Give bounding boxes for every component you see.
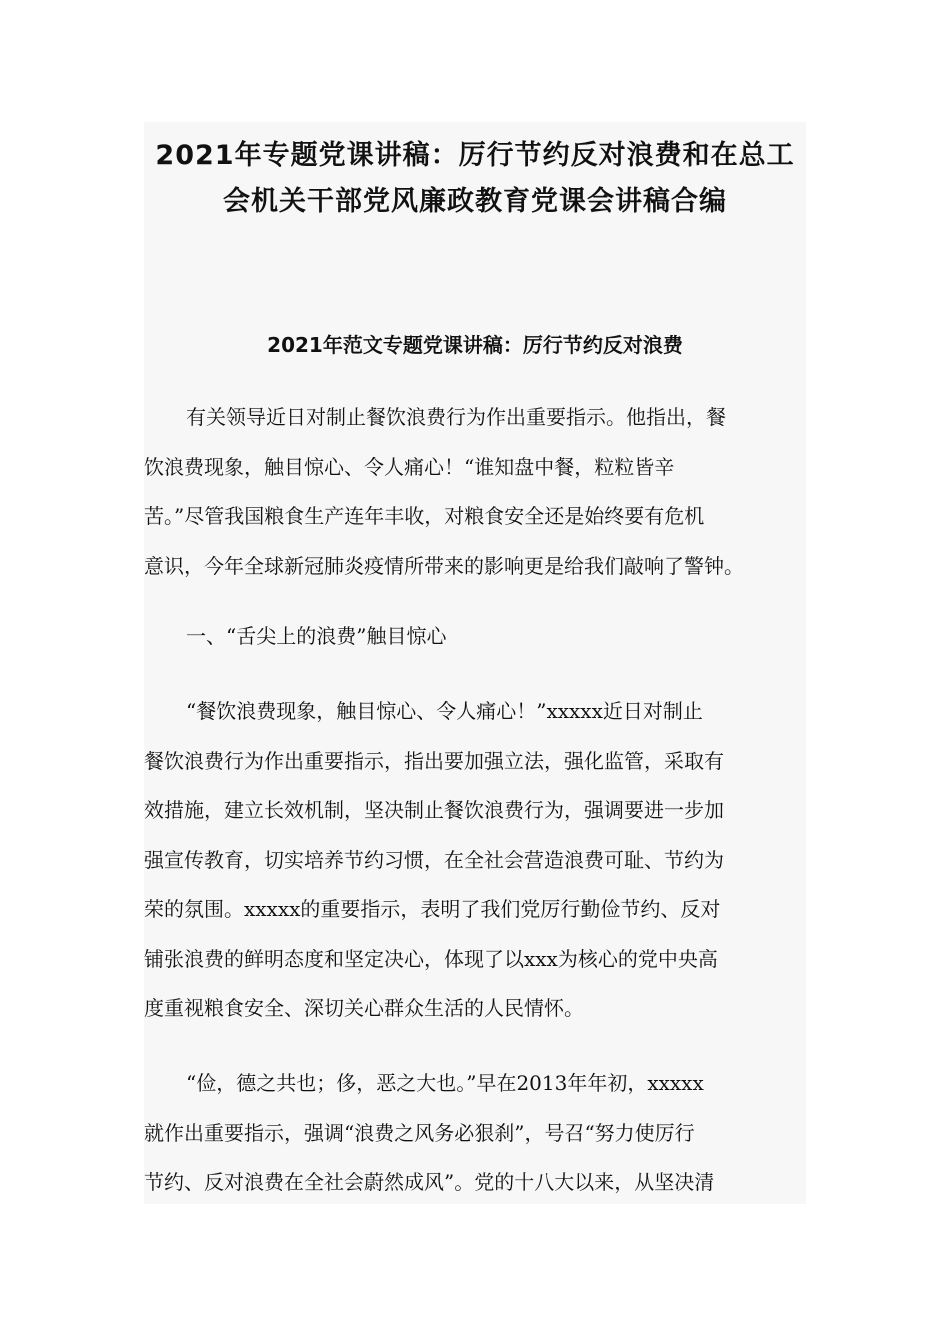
- subheading: [144, 612, 806, 662]
- document-title-line: 2021年专题党课讲稿：厉行节约反对浪费和在总工: [155, 140, 795, 171]
- paragraph-line: 苦。”尽管我国粮食生产连年丰收，对粮食安全还是始终要有危机: [144, 504, 705, 528]
- document-page: [144, 122, 806, 1204]
- paragraph-line: 餐饮浪费行为作出重要指示，指出要加强立法，强化监管，采取有: [144, 748, 724, 773]
- paragraph-line: 意识，今年全球新冠肺炎疫情所带来的影响更是给我们敲响了警钟。: [144, 553, 744, 578]
- paragraph-line: 节约、反对浪费在全社会蔚然成风”。党的十八大以来，从坚决清: [144, 1170, 715, 1194]
- paragraph-line: 荣的氛围。xxxxx的重要指示，表明了我们党厉行勤俭节约、反对: [144, 897, 721, 921]
- document-title: [144, 133, 806, 225]
- paragraph-line: 有关领导近日对制止餐饮浪费行为作出重要指示。他指出，餐: [186, 405, 726, 429]
- section-heading: 2021年范文专题党课讲稿：厉行节约反对浪费: [267, 333, 683, 357]
- subheading-text: 一、“舌尖上的浪费”触目惊心: [186, 624, 447, 648]
- paragraph-line: “俭，德之共也；侈，恶之大也。”早在2013年年初，xxxxx: [186, 1071, 704, 1095]
- paragraph-3: [144, 1059, 806, 1208]
- paragraph-intro: [144, 393, 806, 591]
- paragraph-line: 效措施，建立长效机制，坚决制止餐饮浪费行为，强调要进一步加: [144, 798, 724, 822]
- document-title-line: 会机关干部党风廉政教育党课会讲稿合编: [223, 186, 727, 217]
- paragraph-line: “餐饮浪费现象，触目惊心、令人痛心！”xxxxx近日对制止: [186, 699, 703, 723]
- paragraph-line: 强宣传教育，切实培养节约习惯，在全社会营造浪费可耻、节约为: [144, 847, 724, 872]
- paragraph-line: 度重视粮食安全、深切关心群众生活的人民情怀。: [144, 996, 584, 1020]
- paragraph-2: [144, 687, 806, 1034]
- paragraph-line: 就作出重要指示，强调“浪费之风务必狠刹”，号召“努力使厉行: [144, 1120, 695, 1145]
- paragraph-line: 饮浪费现象，触目惊心、令人痛心！“谁知盘中餐，粒粒皆辛: [144, 454, 675, 479]
- paragraph-line: 铺张浪费的鲜明态度和坚定决心，体现了以xxx为核心的党中央高: [144, 946, 718, 971]
